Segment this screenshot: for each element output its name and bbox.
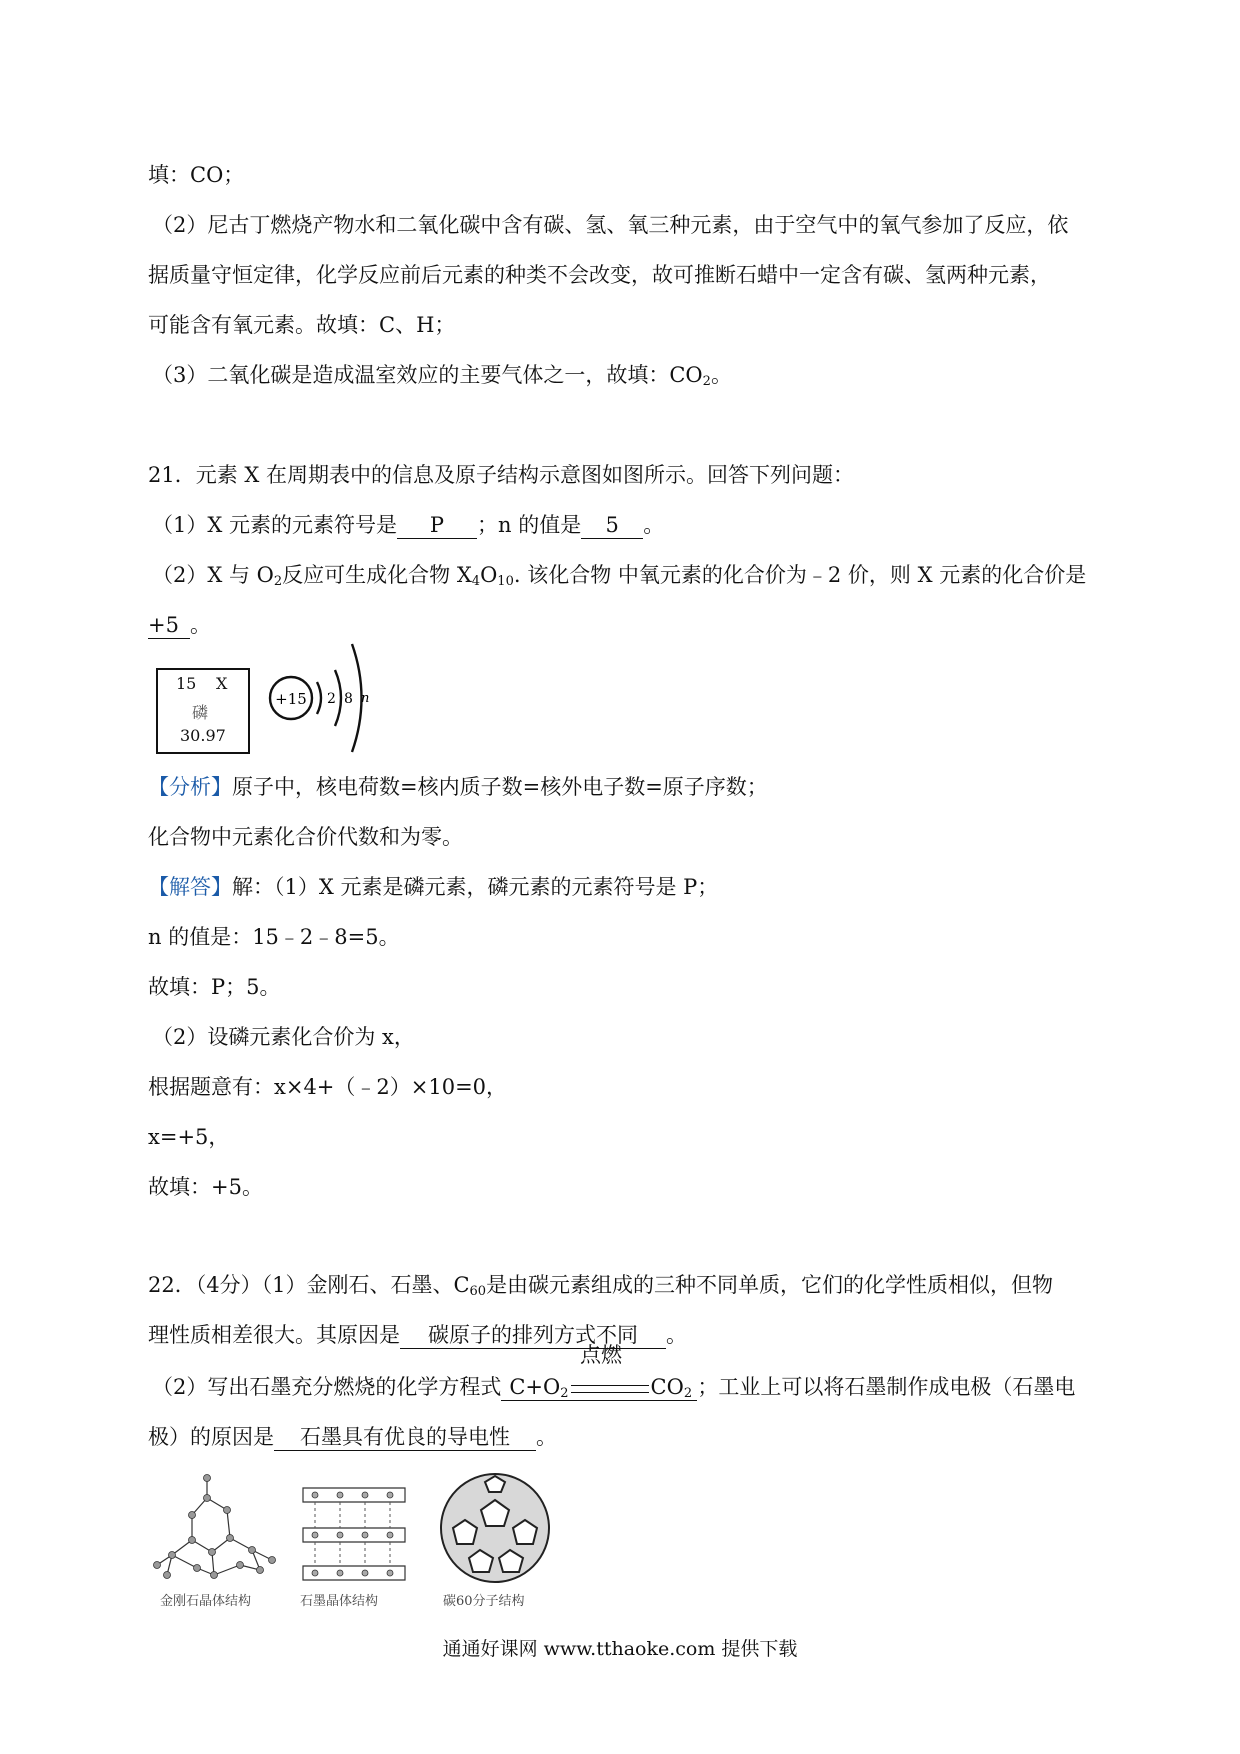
atomic-mass: 30.97 (180, 726, 226, 745)
text-span: （1）X 元素的元素符号是 (152, 513, 397, 537)
text-line: x=+5， (148, 1125, 230, 1149)
text-span: 是由碳元素组成的三种不同单质，它们的化学性质相似，但物 (486, 1273, 1054, 1297)
question-22-part-2-cont (148, 1422, 557, 1452)
text-span: 理性质相差很大。其原因是 (148, 1323, 400, 1347)
nucleus-charge: +15 (275, 690, 307, 708)
answer-line (148, 872, 718, 902)
answer-tag: 【解答】 (148, 875, 232, 899)
reaction-condition: 点燃 (580, 1343, 622, 1367)
diamond-structure-image (152, 1470, 282, 1588)
text-line: 填：CO； (148, 163, 245, 187)
text-line: （2）设磷元素化合价为 x， (152, 1025, 415, 1049)
question-21-part-2-answer (148, 610, 211, 640)
answer-blank: P (397, 512, 477, 539)
element-name: 磷 (192, 703, 209, 722)
figure-caption: 碳60分子结构 (443, 1594, 525, 1609)
text-line: 化合物中元素化合价代数和为零。 (148, 825, 463, 849)
equation-left: C+O (509, 1375, 561, 1399)
equation-right: CO (650, 1375, 684, 1399)
text-span: 。 (710, 363, 732, 387)
text-span: （2）写出石墨充分燃烧的化学方程式 (152, 1375, 502, 1399)
text-span: 反应可生成化合物 X (282, 563, 472, 587)
text-line: （2）尼古丁燃烧产物水和二氧化碳中含有碳、氢、氧三种元素，由于空气中的氧气参加了反应，依 (152, 213, 1069, 237)
question-21-stem: 21．元素 X 在周期表中的信息及原子结构示意图如图所示。回答下列问题： (148, 463, 855, 487)
text-span: 。 (190, 613, 211, 637)
text-span: 。 (536, 1425, 557, 1449)
text-span: . 该化合物 中氧元素的化合价为﹣2 价，则 X 元素的化合价是 (513, 563, 1087, 587)
text-line (152, 360, 732, 390)
shell-electrons: 8 (344, 691, 353, 707)
figure-caption: 金刚石晶体结构 (160, 1594, 252, 1609)
shell-electrons: n (361, 691, 370, 706)
subscript: 4 (471, 574, 481, 589)
answer-blank: +5 (148, 612, 190, 639)
text-span: 极）的原因是 (148, 1425, 274, 1449)
text-span: 22．（4分）（1）金刚石、石墨、C (148, 1273, 470, 1297)
answer-blank: 5 (581, 512, 643, 539)
text-span: 解：（1）X 元素是磷元素，磷元素的元素符号是 P； (232, 875, 719, 899)
analysis-line (148, 772, 768, 802)
subscript: 10 (497, 574, 514, 589)
question-22-part-2 (152, 1372, 1075, 1402)
text-span: （2）X 与 O (152, 563, 274, 587)
shell-electrons: 2 (327, 691, 336, 707)
text-line: 故填：+5。 (148, 1175, 263, 1199)
text-line: 可能含有氧元素。故填：C、H； (148, 313, 456, 337)
periodic-table-cell (156, 668, 250, 754)
equation-blank (501, 1374, 697, 1401)
c60-structure-image (435, 1470, 555, 1588)
text-span: 。 (643, 513, 665, 537)
subscript: 2 (702, 374, 711, 389)
text-line: 故填：P；5。 (148, 975, 281, 999)
text-span: O (480, 563, 498, 587)
answer-blank: 石墨具有优良的导电性 (274, 1424, 536, 1451)
electron-shell-arc (317, 682, 321, 714)
subscript: 60 (469, 1284, 487, 1299)
text-span: ；n 的值是 (477, 513, 582, 537)
text-span: 。 (666, 1323, 687, 1347)
subscript: 2 (683, 1386, 693, 1401)
text-span: 原子中，核电荷数=核内质子数=核外电子数=原子序数； (232, 775, 768, 799)
subscript: 2 (560, 1386, 569, 1401)
answer-blank: 碳原子的排列方式不同 (400, 1322, 666, 1349)
question-22-stem (148, 1270, 1053, 1300)
atomic-number: 15 (176, 674, 197, 693)
subscript: 2 (273, 574, 283, 589)
atom-structure-diagram (265, 640, 395, 760)
figure-caption: 石墨晶体结构 (300, 1594, 379, 1609)
text-span: ；工业上可以将石墨制作成电极（石墨电 (697, 1375, 1076, 1399)
analysis-tag: 【分析】 (148, 775, 232, 799)
text-line: 根据题意有：x×4+（﹣2）×10=0， (148, 1075, 508, 1099)
page-footer: 通通好课网 www.tthaoke.com 提供下载 (442, 1638, 798, 1660)
element-symbol: X (216, 674, 228, 693)
text-line: 据质量守恒定律，化学反应前后元素的种类不会改变，故可推断石蜡中一定含有碳、氢两种元素， (148, 263, 1051, 287)
question-21-part-2 (152, 560, 1086, 590)
text-span: （3）二氧化碳是造成温室效应的主要气体之一，故填：CO (152, 363, 703, 387)
text-line: n 的值是：15﹣2﹣8=5。 (148, 925, 400, 949)
graphite-structure-image (295, 1478, 415, 1586)
equals-sign (571, 1385, 649, 1393)
question-21-part-1 (152, 510, 664, 540)
